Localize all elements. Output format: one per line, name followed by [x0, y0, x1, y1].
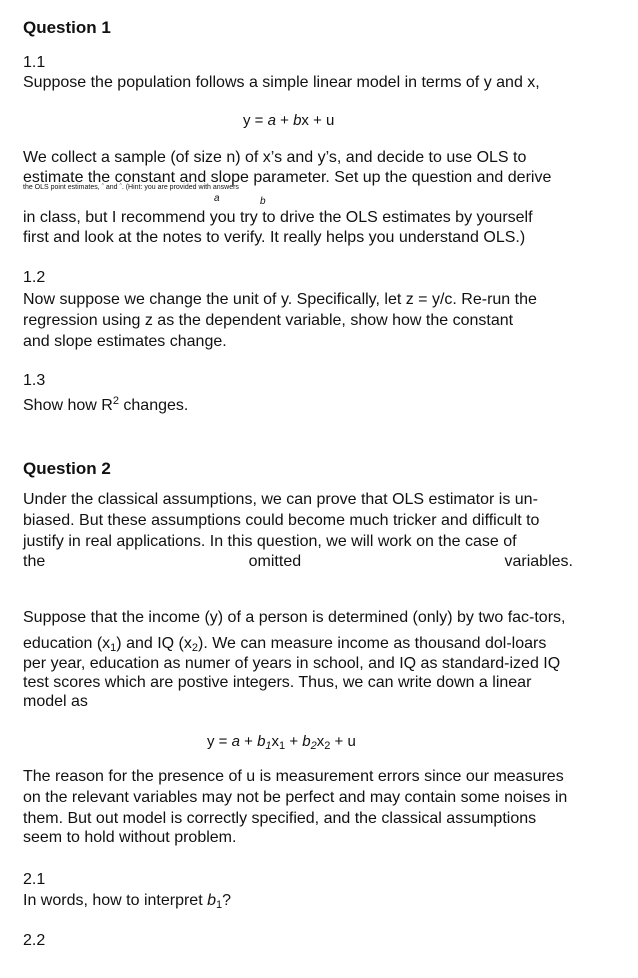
word-the: the	[23, 553, 46, 570]
measurement-error-line3: them. But out model is correctly specified, and the classical assumptions	[23, 810, 537, 827]
section-1-1-small-note: the OLS point estimates, ˆ and ˆ. (Hint: you are provided with answers	[23, 184, 239, 191]
section-1-1-line4: first and look at the notes to verify. It really helps you understand OLS.)	[23, 229, 526, 246]
section-2-1-text	[23, 891, 231, 911]
r2-text-before: Show how R	[23, 397, 113, 414]
income-model-line4: test scores which are postive integers. Thus, we can write down a linear	[23, 674, 532, 691]
eq2-lhs: y =	[207, 733, 232, 750]
r2-text-after: changes.	[118, 397, 189, 414]
question-2-intro-line4	[23, 552, 573, 572]
eq2-tail: + u	[330, 733, 356, 750]
measurement-error-line4: seem to hold without problem.	[23, 829, 237, 846]
r2-superscript: 2	[112, 395, 119, 407]
eq2-x1: x	[271, 733, 280, 750]
income-model-line5: model as	[23, 693, 88, 710]
eq-a: a	[267, 112, 276, 129]
word-variables: variables.	[504, 553, 573, 570]
question-1-heading: Question 1	[23, 18, 111, 37]
section-1-2-line3: and slope estimates change.	[23, 333, 227, 350]
x2-subscript: 2	[191, 642, 198, 654]
line2-part-c: ). We can measure income as thousand dol-loars	[198, 635, 547, 652]
section-1-2-number: 1.2	[23, 269, 46, 286]
eq-lhs: y =	[243, 112, 268, 129]
line2-part-b: ) and IQ (x	[116, 635, 192, 652]
eq2-b2-sub: 2	[310, 740, 317, 752]
section-2-1-number: 2.1	[23, 871, 46, 888]
section-1-1-intro: Suppose the population follows a simple linear model in terms of y and x,	[23, 74, 540, 91]
x1-subscript: 1	[110, 642, 117, 654]
eq2-b2: b	[302, 733, 311, 750]
income-model-line2	[23, 634, 546, 654]
eq-plus: +	[275, 112, 294, 129]
interpret-var-b: b	[207, 892, 216, 909]
section-1-3-number: 1.3	[23, 372, 46, 389]
section-1-1-line2: estimate the constant and slope parameter. Set up the question and derive	[23, 169, 552, 186]
section-1-2-line1: Now suppose we change the unit of y. Specifically, let z = y/c. Re-run the	[23, 291, 537, 308]
eq2-plus1: +	[239, 733, 258, 750]
eq2-x2-sub: 2	[324, 740, 331, 752]
eq2-plus2: +	[285, 733, 303, 750]
income-model-line3: per year, education as numer of years in school, and IQ as standard-ized IQ	[23, 655, 561, 672]
measurement-error-line1: The reason for the presence of u is measurement errors since our measures	[23, 768, 564, 785]
section-1-2-line2: regression using z as the dependent variable, show how the constant	[23, 312, 514, 329]
estimate-a-label: a	[214, 193, 220, 204]
eq-b: b	[293, 112, 302, 129]
question-2-intro-line2: biased. But these assumptions could become much tricker and difficult to	[23, 512, 540, 529]
section-1-1-line3: in class, but I recommend you try to drive the OLS estimates by yourself	[23, 209, 533, 226]
section-2-2-number: 2.2	[23, 932, 46, 949]
eq2-x1-sub: 1	[279, 740, 286, 752]
line2-part-a: education (x	[23, 635, 111, 652]
eq2-b1-sub: 1	[265, 740, 272, 752]
estimate-b-label: b	[260, 196, 266, 207]
question-2-intro-line1: Under the classical assumptions, we can prove that OLS estimator is un-	[23, 491, 538, 508]
section-1-1-number: 1.1	[23, 54, 46, 71]
section-1-1-line1: We collect a sample (of size n) of x’s and y’s, and decide to use OLS to	[23, 149, 527, 166]
eq-x-u: x + u	[301, 112, 335, 129]
equation-income-model	[207, 733, 356, 750]
eq2-b1: b	[257, 733, 266, 750]
question-2-heading: Question 2	[23, 459, 111, 478]
income-model-line1: Suppose that the income (y) of a person is determined (only) by two fac-tors,	[23, 609, 566, 626]
equation-simple-model	[243, 112, 334, 129]
section-1-3-text	[23, 396, 188, 416]
eq2-x2: x	[316, 733, 325, 750]
eq2-a: a	[231, 733, 240, 750]
interpret-var-sub: 1	[216, 899, 223, 911]
interpret-text: In words, how to interpret	[23, 892, 208, 909]
interpret-question-mark: ?	[222, 892, 232, 909]
word-omitted: omitted	[248, 553, 302, 570]
question-2-intro-line3: justify in real applications. In this question, we will work on the case of	[23, 533, 517, 550]
measurement-error-line2: on the relevant variables may not be perfect and may contain some noises in	[23, 789, 568, 806]
